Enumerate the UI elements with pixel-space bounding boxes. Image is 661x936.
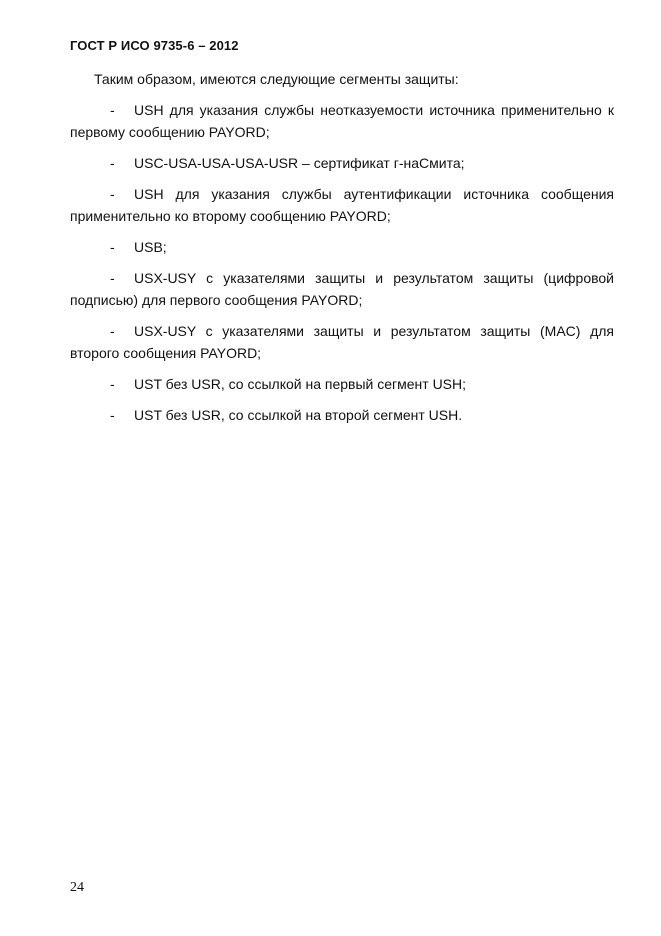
list-item-text: USX-USY с указателями защиты и результатом защиты (MAC) для второго сообщения PAYORD; bbox=[70, 323, 614, 361]
list-item bbox=[70, 404, 614, 426]
list-dash: - bbox=[110, 407, 115, 423]
list-dash: - bbox=[110, 376, 115, 392]
list-dash: - bbox=[110, 270, 115, 286]
list-item-text: USX-USY с указателями защиты и результатом защиты (цифровой подписью) для первого сообщения PAYORD; bbox=[70, 270, 614, 308]
document-header: ГОСТ Р ИСО 9735-6 – 2012 bbox=[70, 38, 239, 53]
list-item-text: UST без USR, со ссылкой на первый сегмент USH; bbox=[134, 376, 467, 392]
list-dash: - bbox=[110, 323, 115, 339]
list-item-text: USC-USA-USA-USA-USR – сертификат г-наСмита; bbox=[134, 155, 465, 171]
list-item bbox=[70, 267, 614, 311]
intro-paragraph: Таким образом, имеются следующие сегменты защиты: bbox=[94, 71, 459, 87]
list-dash: - bbox=[110, 239, 115, 255]
list-item bbox=[70, 152, 614, 174]
list-item bbox=[70, 320, 614, 364]
list-item bbox=[70, 183, 614, 227]
list-item-text: UST без USR, со ссылкой на второй сегмент USH. bbox=[134, 407, 463, 423]
list-dash: - bbox=[110, 155, 115, 171]
list-item bbox=[70, 236, 614, 258]
list-item-text: USB; bbox=[134, 239, 167, 255]
list-item bbox=[70, 373, 614, 395]
list-dash: - bbox=[110, 186, 115, 202]
list-item-text: USH для указания службы аутентификации источника сообщения применительно ко второму сообщению PAYORD; bbox=[70, 186, 614, 224]
page-number: 24 bbox=[70, 880, 84, 895]
list-item bbox=[70, 99, 614, 143]
list-dash: - bbox=[110, 102, 115, 118]
document-body bbox=[70, 68, 614, 435]
list-item-text: USH для указания службы неотказуемости источника применительно к первому сообщению PAYORD; bbox=[70, 102, 614, 140]
